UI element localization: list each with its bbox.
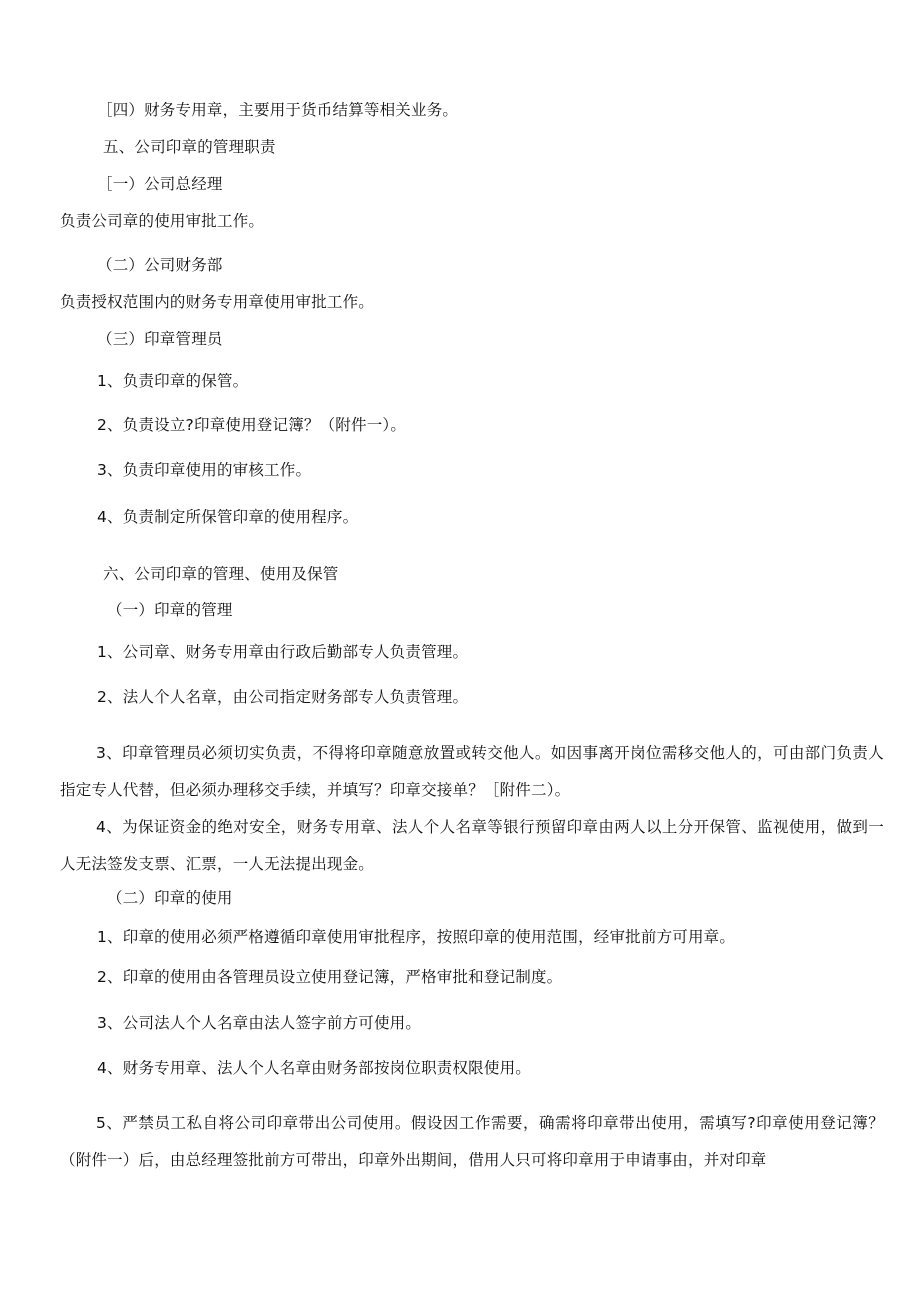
paragraph-text: 5、严禁员工私自将公司印章带出公司使用。假设因工作需要，确需将印章带出使用，需填写?印章使用登记簿？（附件一）后，由总经理签批前方可带出，印章外出期间，借用人只可将印章用于申请事由，并对印章 [60,1114,884,1169]
paragraph-seal-removal [60,1105,884,1179]
item-financial-seal: ［四）财务专用章，主要用于货币结算等相关业务。 [97,101,459,119]
subheading-seal-usage: （二）印章的使用 [107,889,233,907]
list-item: 2、负责设立?印章使用登记簿？（附件一）。 [97,416,407,434]
list-item: 1、公司章、财务专用章由行政后勤部专人负责管理。 [97,643,469,661]
section-heading-six: 六、公司印章的管理、使用及保管 [103,565,339,583]
list-item: 1、印章的使用必须严格遵循印章使用审批程序，按照印章的使用范围，经审批前方可用章。 [97,928,736,946]
subheading-seal-keeper: （三）印章管理员 [97,330,223,348]
subheading-general-manager: ［一）公司总经理 [97,175,223,193]
list-item: 2、印章的使用由各管理员设立使用登记簿，严格审批和登记制度。 [97,968,563,986]
subheading-seal-management: （一）印章的管理 [107,601,233,619]
list-item: 2、法人个人名章，由公司指定财务部专人负责管理。 [97,688,469,706]
body-text: 负责公司章的使用审批工作。 [60,212,265,230]
list-item: 4、财务专用章、法人个人名章由财务部按岗位职责权限使用。 [97,1059,531,1077]
list-item: 1、负责印章的保管。 [97,372,249,390]
paragraph-seal-handover [60,735,884,809]
paragraph-fund-security [60,809,884,883]
subheading-finance-dept: （二）公司财务部 [97,256,223,274]
paragraph-text: 3、印章管理员必须切实负责，不得将印章随意放置或转交他人。如因事离开岗位需移交他人的，可由部门负责人指定专人代替，但必须办理移交手续，并填写？印章交接单？［附件二）。 [60,744,884,799]
paragraph-text: 4、为保证资金的绝对安全，财务专用章、法人个人名章等银行预留印章由两人以上分开保管、监视使用，做到一人无法签发支票、汇票，一人无法提出现金。 [60,818,884,873]
list-item: 4、负责制定所保管印章的使用程序。 [97,508,359,526]
list-item: 3、公司法人个人名章由法人签字前方可使用。 [97,1014,422,1032]
list-item: 3、负责印章使用的审核工作。 [97,461,312,479]
body-text: 负责授权范围内的财务专用章使用审批工作。 [60,293,375,311]
section-heading-five: 五、公司印章的管理职责 [103,138,276,156]
